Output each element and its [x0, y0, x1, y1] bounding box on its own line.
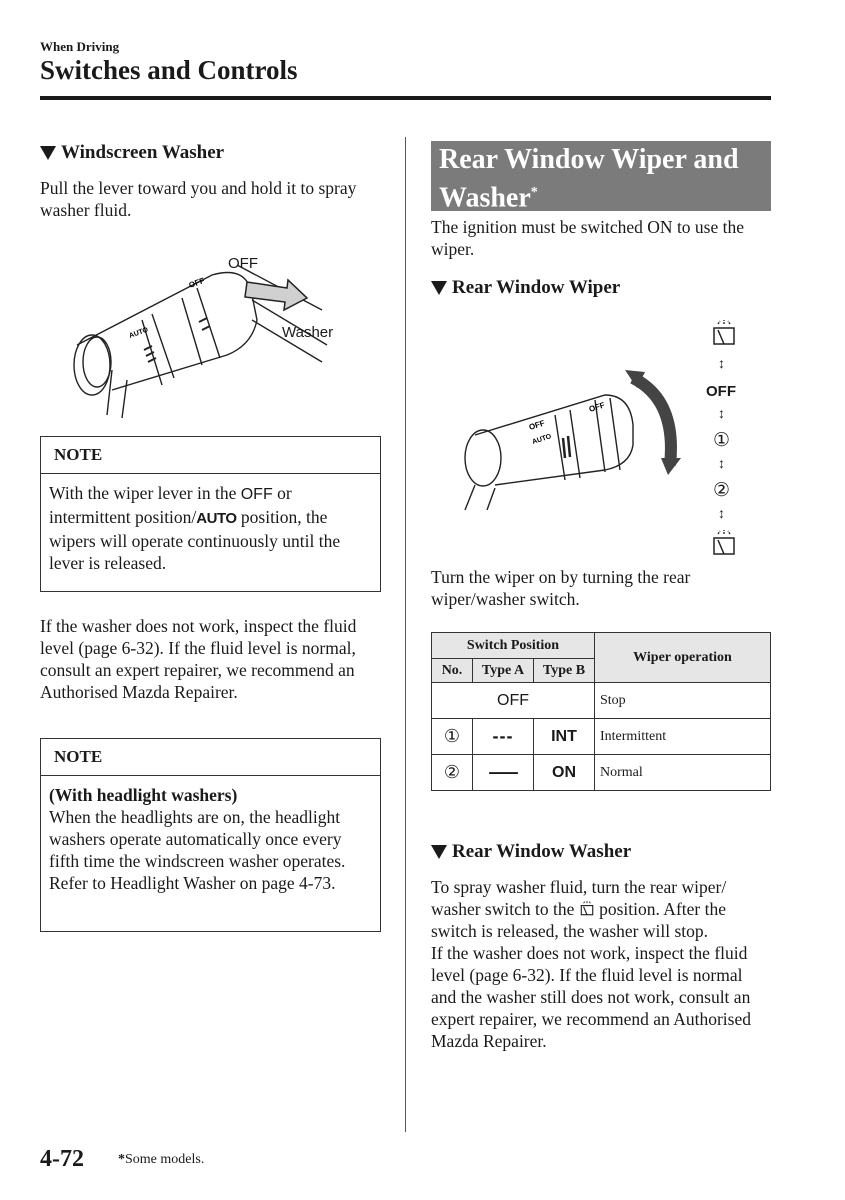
position-2-label: ② — [713, 480, 731, 501]
type-b-cell: ON — [534, 755, 595, 791]
table-row — [432, 683, 771, 719]
number-cell: ① — [432, 719, 473, 755]
note-box-wiper — [40, 436, 381, 592]
triangle-bullet-icon — [40, 146, 56, 160]
arrow-up-down-icon: ↕ — [718, 407, 725, 422]
washer-inline-icon — [579, 901, 595, 917]
note-subheading: (With headlight washers) — [49, 785, 238, 805]
svg-text:OFF: OFF — [587, 400, 606, 414]
turn-wiper-text: Turn the wiper on by turning the rear wiper/washer switch. — [431, 567, 691, 609]
diagram-off-label: OFF — [706, 383, 736, 400]
footnote: *Some models. — [118, 1152, 205, 1167]
type-a-cell: — — [454, 755, 552, 791]
triangle-bullet-icon — [431, 845, 447, 859]
washer-top-icon — [710, 320, 738, 348]
note-heading: NOTE — [41, 437, 380, 474]
section-label: When Driving — [40, 39, 120, 54]
column-divider — [405, 137, 406, 1132]
position-diagram — [700, 318, 748, 558]
col-type-b-header: Type B — [534, 659, 595, 683]
off-cell: OFF — [432, 683, 595, 719]
svg-text:OFF: OFF — [527, 418, 546, 432]
table-row — [432, 719, 771, 755]
title-rule — [40, 96, 771, 100]
svg-text:AUTO: AUTO — [128, 326, 150, 340]
svg-text:OFF: OFF — [187, 275, 206, 290]
number-cell: ② — [432, 755, 473, 791]
note-reference: Refer to Headlight Washer on page 4-73. — [49, 873, 336, 893]
table-row — [432, 755, 771, 791]
auto-symbol: AUTO — [196, 510, 237, 527]
operation-cell: Intermittent — [595, 719, 771, 755]
washer-fluid-paragraph: If the washer does not work, inspect the fluid level (page 6-32). If the fluid level is normal, consult an expert repairer, we recommend an Authorised Mazda Repairer. — [40, 616, 357, 702]
operation-cell: Normal — [595, 755, 771, 791]
col-no-header: No. — [432, 659, 473, 683]
note-body: With the wiper lever in the OFF or intermittent position/AUTO position, the wipers will operate continuously until the lever is released. — [49, 483, 341, 573]
note-body — [41, 776, 380, 902]
type-a-cell: --- — [473, 719, 534, 755]
page-title: Switches and Controls — [40, 55, 298, 85]
section-banner: Rear Window Wiper and Washer* — [431, 141, 771, 211]
ignition-intro: The ignition must be switched ON to use the wiper. — [431, 217, 745, 259]
rear-switch-figure — [455, 360, 695, 510]
off-symbol: OFF — [240, 486, 273, 503]
rear-switch-illustration — [455, 360, 695, 510]
wiper-operation-header: Wiper operation — [595, 633, 771, 683]
page-number: 4-72 — [40, 1146, 84, 1172]
rear-washer-heading: Rear Window Washer — [431, 841, 631, 863]
switch-position-header: Switch Position — [432, 633, 595, 659]
note-text: When the headlights are on, the headlight washers operate automatically once every fifth time the windscreen washer operates. — [49, 807, 346, 871]
arrow-up-down-icon: ↕ — [718, 457, 725, 472]
arrow-up-down-icon: ↕ — [718, 357, 725, 372]
position-1-label: ① — [713, 430, 731, 451]
col-type-a-header: Type A — [473, 659, 534, 683]
note-box-headlight — [40, 738, 381, 932]
washer-bottom-icon — [710, 530, 738, 558]
windscreen-washer-text: Pull the lever toward you and hold it to spray washer fluid. — [40, 178, 357, 220]
rear-washer-text: To spray washer fluid, turn the rear wiper/ washer switch to the position. After the switch is released, the washer will stop. If the washer does not work, inspect the fluid level (page 6-32). If the fluid level is normal and the washer still does not work, consult an expert repairer, we recommend an Authorised Mazda Repairer. — [431, 877, 751, 1051]
svg-text:AUTO: AUTO — [531, 433, 553, 446]
footnote-mark: * — [530, 185, 538, 200]
triangle-bullet-icon — [431, 281, 447, 295]
type-b-cell: INT — [534, 719, 595, 755]
figure-washer-label: Washer — [282, 324, 334, 341]
windscreen-washer-heading: Windscreen Washer — [40, 142, 224, 164]
switch-table — [431, 632, 771, 791]
note-heading: NOTE — [41, 739, 380, 776]
figure-off-label: OFF — [228, 255, 258, 272]
operation-cell: Stop — [595, 683, 771, 719]
rear-wiper-heading: Rear Window Wiper — [431, 277, 620, 299]
arrow-up-down-icon: ↕ — [718, 507, 725, 522]
